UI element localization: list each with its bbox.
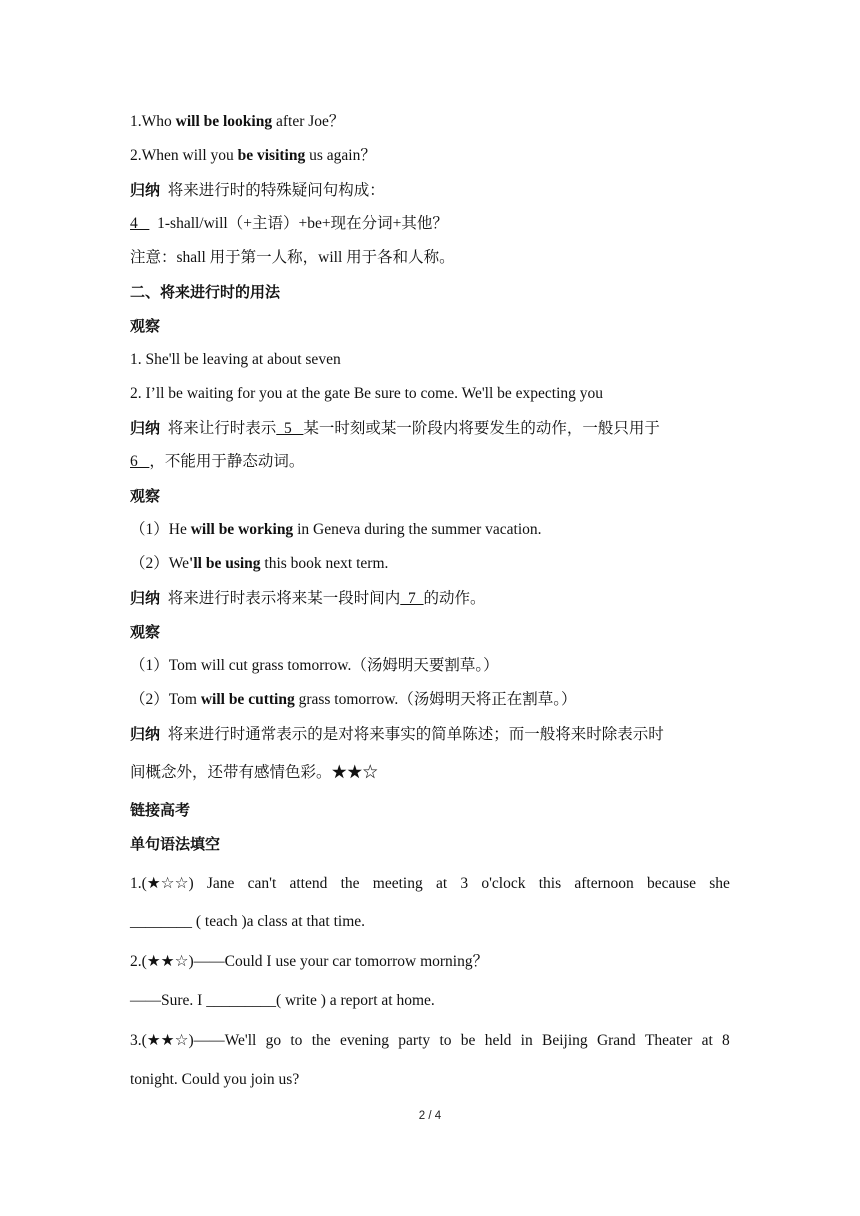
example-1: 1. She'll be leaving at about seven [130,351,341,368]
text: 1.Who [130,113,176,130]
summary-2-cont [130,452,304,472]
text: after Joe？ [272,113,345,130]
text: 将来进行时的特殊疑问句构成： [160,182,385,199]
text: in Geneva during the summer vacation. [293,521,542,538]
word: in [520,1032,533,1049]
word: to [439,1032,452,1049]
word: held [484,1032,512,1049]
word: Grand [596,1032,636,1049]
answer-blank-4: 4 [130,215,150,232]
problem-1-cont: ________ ( teach )a class at that time. [130,913,366,930]
summary-2 [130,418,660,439]
word: 3.(★★☆)——We'll [130,1032,257,1049]
word: o'clock [481,875,526,892]
example-3 [130,520,542,540]
bold-text: will be looking [175,113,273,130]
example-2: 2. I’ll be waiting for you at the gate Be sure to come. We'll be expecting you [130,385,604,402]
word: evening [339,1032,390,1049]
answer-blank-6: 6 [130,453,150,470]
word: attend [289,875,328,892]
word: she [709,875,730,892]
bold-text: will be cutting [200,691,295,708]
example-5: （1）Tom will cut grass tomorrow.（汤姆明天要割草。） [130,657,499,674]
word: Jane [206,875,235,892]
word: 1.(★☆☆) [130,875,194,892]
text: 将来让行时表示 [160,420,277,437]
text: （2）We [130,555,190,572]
word: can't [247,875,277,892]
summary-label: 归纳 [130,589,161,607]
word: go [265,1032,282,1049]
page-number: 2 / 4 [418,1110,442,1122]
problem-2-cont: ——Sure. I _________( write ) a report at home. [130,992,435,1009]
observe-label: 观察 [130,487,161,505]
text: 1-shall/will（+主语）+be+现在分词+其他？ [149,215,448,232]
word: the [340,875,360,892]
text: 将来进行时通常表示的是对将来事实的简单陈述；而一般将来时除表示时 [160,726,664,743]
problem-2: 2.(★★☆)——Could I use your car tomorrow morning？ [130,953,489,970]
text: this book next term. [260,555,389,572]
observe-label: 观察 [130,317,161,335]
text: （1）He [130,521,191,538]
section-title: 二、将来进行时的用法 [130,283,281,301]
summary-4-cont: 间概念外，还带有感情色彩。★★☆ [130,764,379,781]
text: 的动作。 [423,590,486,607]
word: Beijing [542,1032,588,1049]
observe-label: 观察 [130,623,161,641]
bold-text: will be working [190,521,294,538]
summary-4 [130,724,664,745]
structure-line [130,214,448,234]
word: meeting [372,875,423,892]
bold-text: be visiting [237,147,306,164]
text: 将来进行时表示将来某一段时间内 [160,590,401,607]
answer-blank-7: 7 [400,590,424,607]
word: because [646,875,697,892]
word: Theater [644,1032,693,1049]
summary-1 [130,180,385,201]
text: 2.When will you [130,147,238,164]
summary-label: 归纳 [130,181,161,199]
word: at [435,875,448,892]
word: afternoon [574,875,634,892]
summary-label: 归纳 [130,725,161,743]
note-line: 注意：shall 用于第一人称，will 用于各和人称。 [130,249,455,266]
problem-1 [130,874,730,894]
text: （2）Tom [130,691,201,708]
word: the [311,1032,331,1049]
word: to [290,1032,303,1049]
example-4 [130,554,388,574]
word: be [460,1032,476,1049]
example-6 [130,690,577,710]
word: 3 [460,875,469,892]
text: ，不能用于静态动词。 [149,453,305,470]
problem-3-cont: tonight. Could you join us? [130,1071,300,1088]
section-title: 单句语法填空 [130,835,221,853]
summary-3 [130,588,486,609]
word: this [538,875,562,892]
text: 某一时刻或某一阶段内将要发生的动作，一般只用于 [303,420,660,437]
word: 8 [722,1032,730,1049]
text: us again？ [305,147,376,164]
bold-text: 'll be using [189,555,261,572]
summary-label: 归纳 [130,419,161,437]
section-title: 链接高考 [130,801,191,819]
question-2 [130,146,376,166]
question-1 [130,112,344,132]
answer-blank-5: 5 [276,420,304,437]
text: grass tomorrow.（汤姆明天将正在割草。） [294,691,577,708]
word: party [398,1032,431,1049]
word: at [701,1032,713,1049]
problem-3 [130,1031,730,1051]
